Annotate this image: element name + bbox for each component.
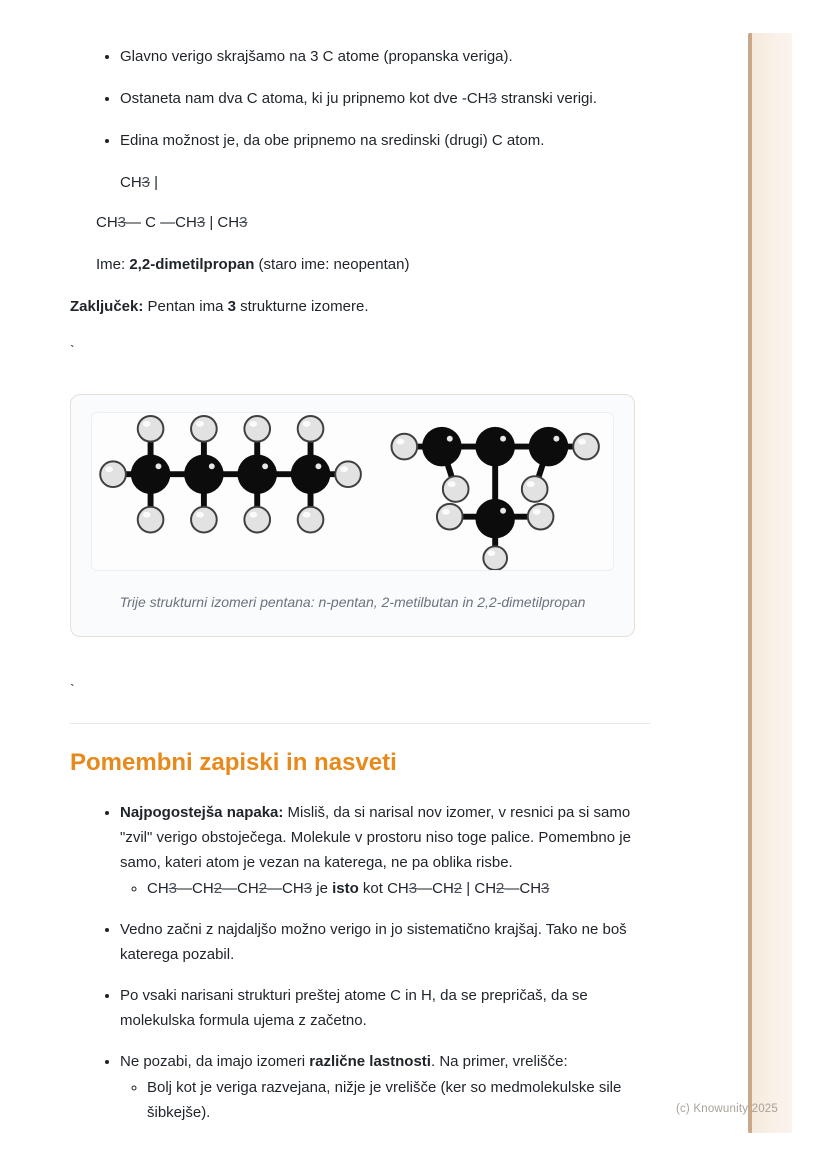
page-edge-stripe [748, 33, 792, 1133]
note-text: Ne pozabi, da imajo izomeri različne lastnosti. Na primer, vrelišče: [120, 1053, 568, 1070]
formula-backbone-line: CH3— C —CH3 | CH3 [96, 214, 248, 231]
conclusion-line: Zaključek: Pentan ima 3 strukturne izomere. [70, 298, 369, 315]
molecule-models-svg [92, 413, 613, 570]
intro-bullet: • Glavno verigo skrajšamo na 3 C atome (propanska veriga). [120, 44, 650, 69]
note-item [120, 800, 650, 901]
note-subitem: ◦ Bolj kot je veriga razvejana, nižje je vrelišče (ker so medmolekulske sile šibkejše). [147, 1075, 650, 1125]
branched-molecule-model [392, 427, 599, 570]
molecule-image [91, 412, 614, 571]
note-sub-list [120, 1075, 650, 1125]
formula-branch-line: CH3 | [120, 174, 159, 191]
note-content [70, 44, 650, 1141]
note-item [120, 983, 650, 1033]
intro-bullet-list [70, 44, 650, 153]
note-text: Najpogostejša napaka: Misliš, da si narisal nov izomer, v resnici pa si samo "zvil" verigo obstoječega. Molekule v prostoru niso toge palice. Pomembno je samo, kateri atom je vezan na katerega, ne pa oblika risbe. [120, 804, 631, 871]
note-subitem: ◦ CH3—CH2—CH2—CH3 je isto kot CH3—CH2 | CH2—CH3 [147, 876, 650, 901]
compound-name-line: Ime: 2,2-dimetilpropan (staro ime: neopentan) [96, 256, 410, 273]
notes-bullet-list [70, 800, 650, 1125]
intro-bullet: • Ostaneta nam dva C atoma, ki ju pripnemo kot dve -CH3 stranski verigi. [120, 86, 650, 111]
note-item [120, 917, 650, 967]
stray-backtick: ` [70, 681, 75, 697]
intro-bullet: • Edina možnost je, da obe pripnemo na sredinski (drugi) C atom. [120, 128, 650, 153]
stray-backtick: ` [70, 342, 75, 358]
section-heading: Pomembni zapiski in nasveti [70, 749, 397, 776]
note-sub-list [120, 876, 650, 901]
figure-caption: Trije strukturni izomeri pentana: n-pentan, 2-metilbutan in 2,2-dimetilpropan [119, 594, 586, 610]
chain-molecule-model [100, 416, 361, 533]
section-divider [70, 723, 650, 724]
figure-card [70, 394, 635, 637]
copyright-text: (c) Knowunity 2025 [675, 1103, 778, 1115]
note-item [120, 1049, 650, 1125]
note-text: Po vsaki narisani strukturi preštej atome C in H, da se prepričaš, da se molekulska formula ujema z začetno. [120, 987, 588, 1029]
note-text: Vedno začni z najdaljšo možno verigo in jo sistematično krajšaj. Tako ne boš katerega pozabil. [120, 921, 627, 963]
